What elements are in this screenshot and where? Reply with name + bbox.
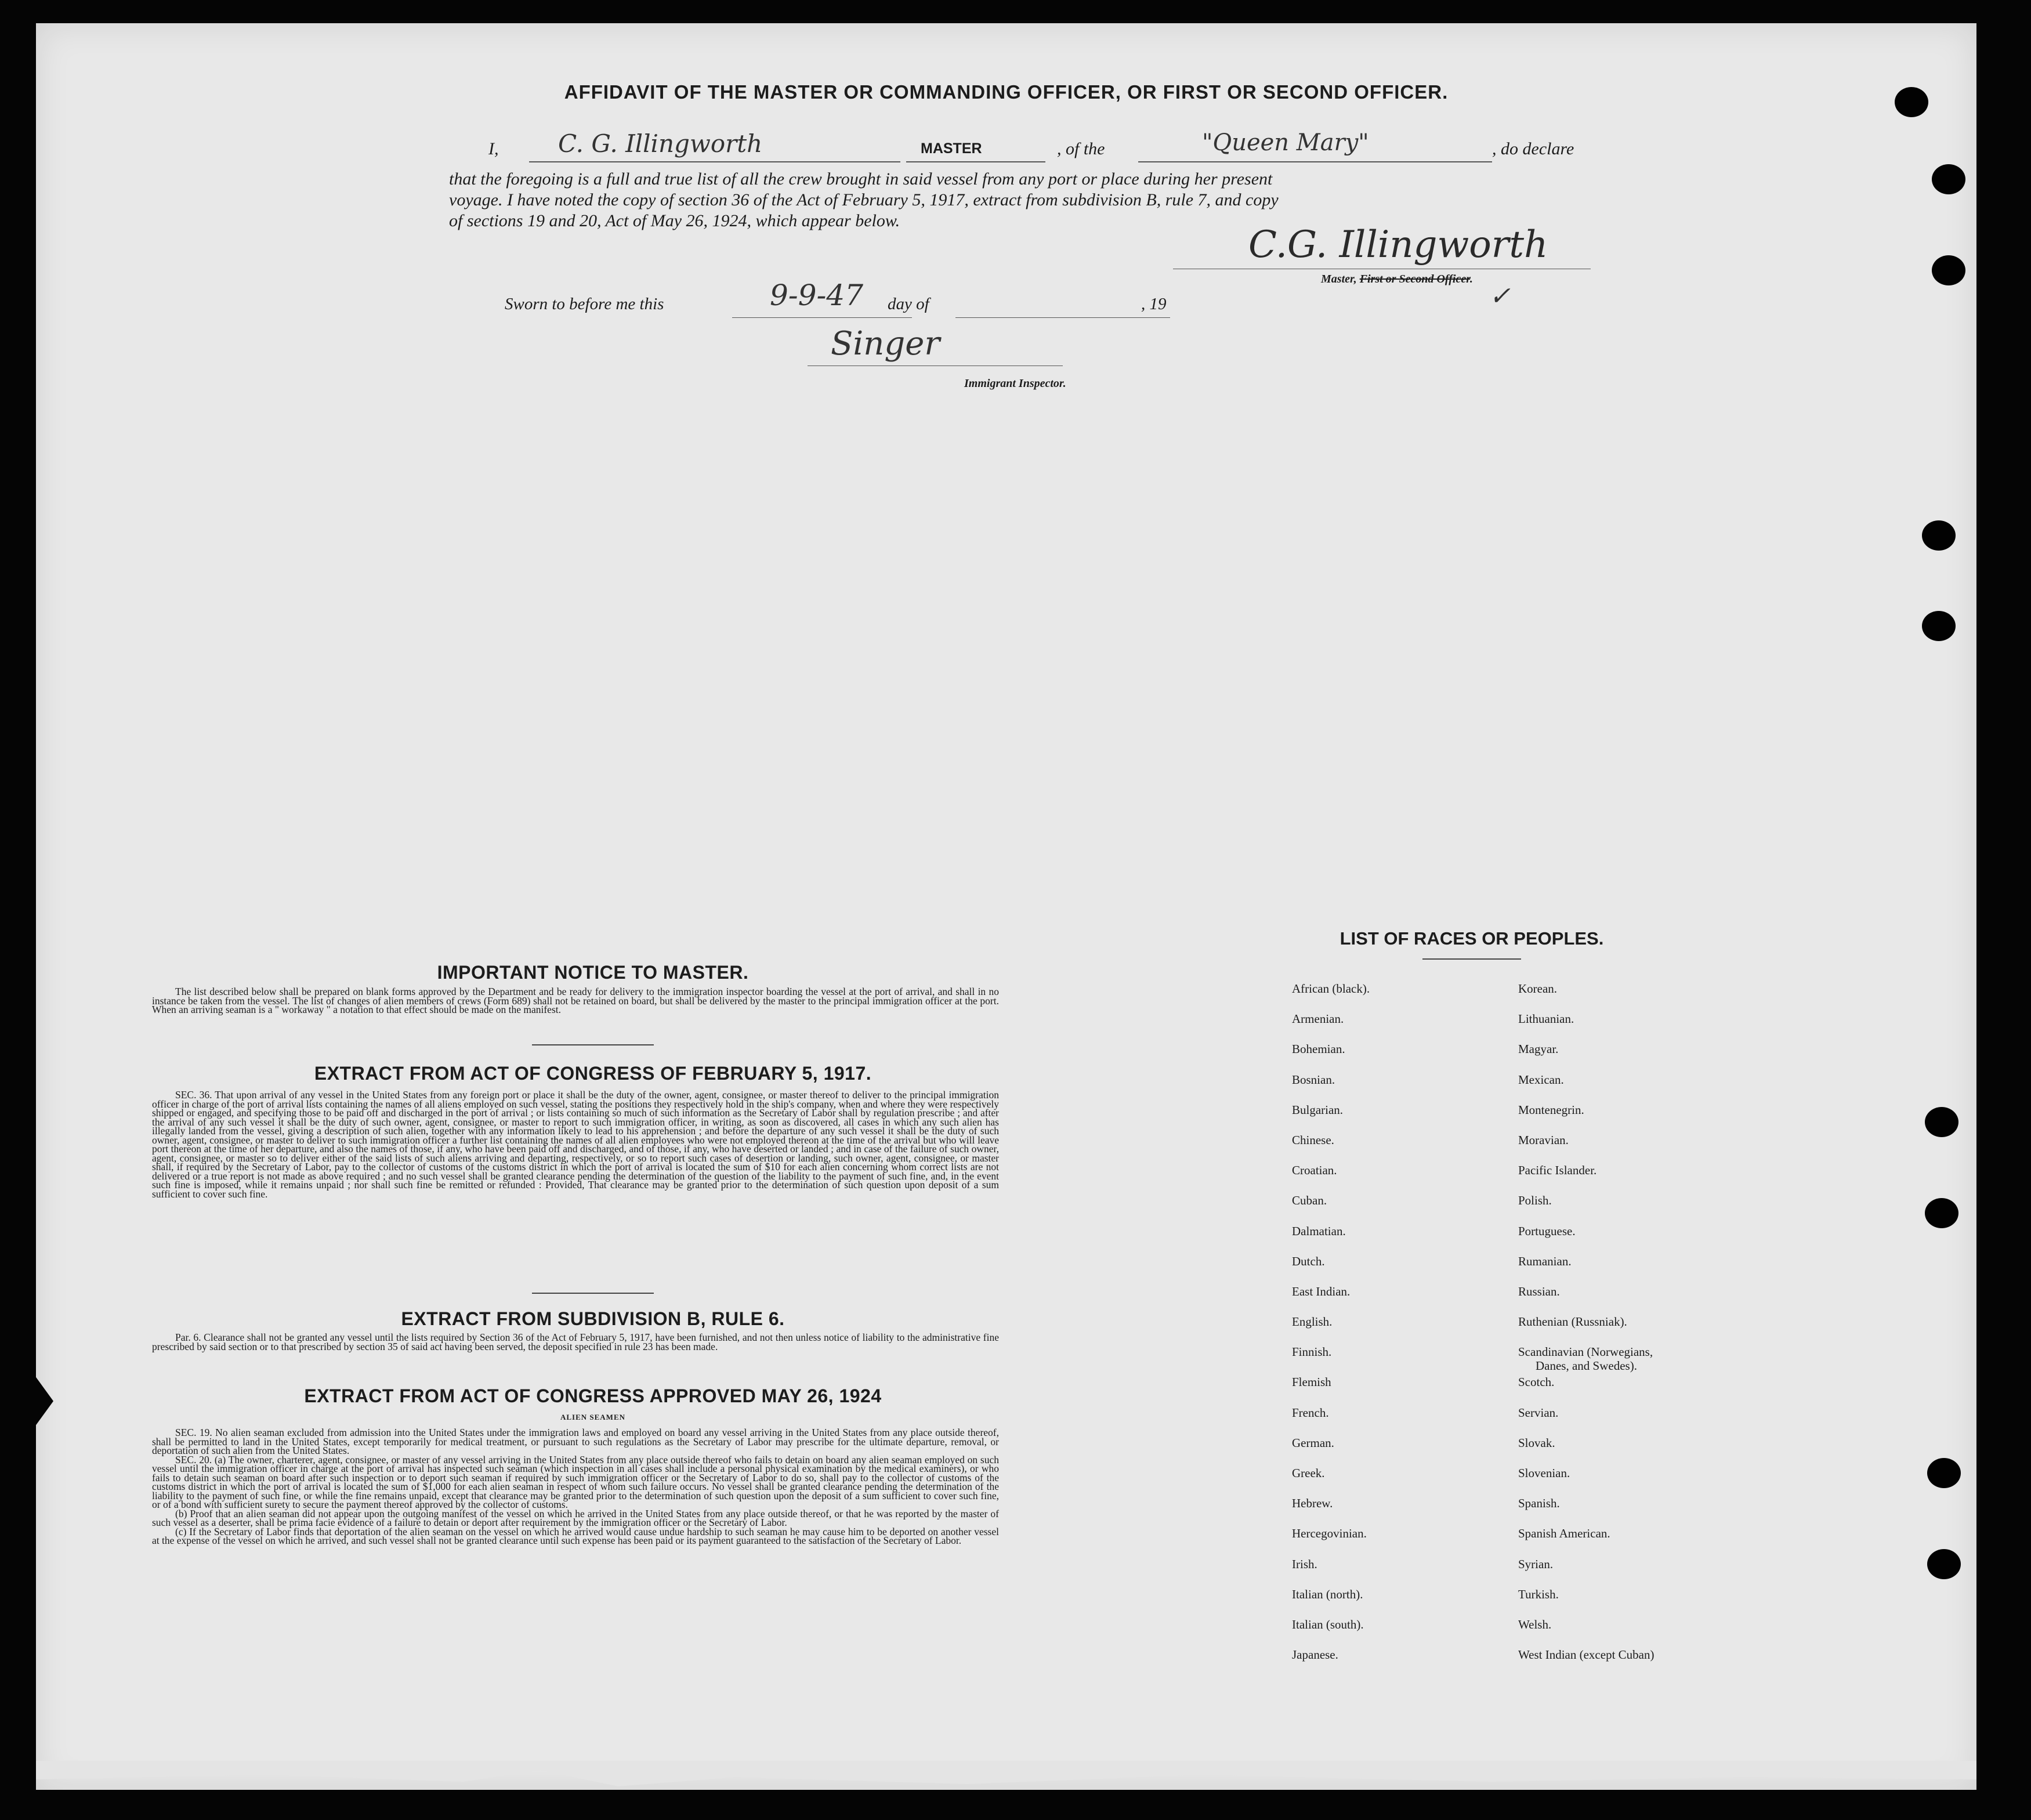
name-rule [529,161,900,162]
divider [532,1044,654,1045]
punch-hole [1927,1458,1961,1488]
race-right [1518,982,1557,996]
extract-1924-text [152,1428,999,1546]
race-right-text: Rumanian. [1518,1254,1572,1268]
affidavit-line-1 [488,139,499,159]
race-right-text: Slovenian. [1518,1466,1570,1480]
race-row [1292,1285,1756,1315]
extract-1917-text: SEC. 36. That upon arrival of any vessel in the United States from any foreign port or place it shall be the duty of the owner, agent, consignee, or master thereof to deliver to the principal immigration officer in charge of the port of arrival lists containing the names of all aliens employed on such vessel, stating the positions they respectively hold in the ship's company, when and where they were respectively shipped or engaged, and specifying those to be paid off and discharged in the port of arrival ; or lists containing so much of such information as the Secretary of Labor shall by regulation prescribe ; and after the arrival of any such vessel it shall be the duty of such owner, agent, consignee, or master to report to such immigration officer, in writing, as soon as discovered, all cases in which any such alien has illegally landed from the vessel, giving a description of such alien, together with any information likely to lead to his apprehension ; and before the departure of any such vessel it shall be the duty of such owner, agent, consignee, or master to deliver to such immigration officer a further list containing the names of all alien employees who were not employed thereon at the time of the arrival but who will leave port thereon at the time of her departure, and also the names of those, if any, who have been paid off and discharged, and of those, if any, who have deserted or landed ; and in case of the failure of such owner, agent, consignee, or master so to deliver either of the said lists of such aliens arriving and departing, respectively, or so to report such cases of desertion or landing, such owner, agent, consignee, or master shall, if required by the Secretary of Labor, pay to the collector of customs of the customs district in which the port of arrival is located the sum of $10 for each alien concerning whom correct lists are not delivered or a true report is not made as above required ; and no such vessel shall be granted clearance pending the determination of the question of the liability to the payment of such fine, and, in the event such fine is imposed, while it remains unpaid ; nor shall such fine be remitted or refunded : Provided, That clearance may be granted prior to the determination of such question upon deposit of a sum sufficient to cover such fine. [152,1089,999,1200]
race-right-text: Polish. [1518,1193,1552,1208]
race-right [1518,1073,1564,1087]
notice-title: IMPORTANT NOTICE TO MASTER. [437,962,749,983]
vessel-rule [1138,161,1492,162]
date-rule [732,317,912,318]
extract-1917-title: EXTRACT FROM ACT OF CONGRESS OF FEBRUARY 5, 1917. [314,1063,872,1084]
race-left: Hebrew. [1292,1496,1333,1511]
race-right-text: Pacific Islander. [1518,1163,1597,1178]
races-list [1292,982,1756,1678]
race-row [1292,1133,1756,1163]
race-left: Croatian. [1292,1163,1337,1178]
race-left: East Indian. [1292,1284,1351,1298]
master-rank: MASTER [921,140,982,157]
document-page [36,23,1976,1790]
check-mark: ✓ [1489,281,1511,311]
race-row [1292,1648,1756,1678]
punch-hole [1925,1198,1958,1228]
signature-caption: Master, First or Second Officer. [1321,273,1473,285]
sworn-prefix: Sworn to before me this [505,295,664,313]
race-row [1292,1375,1756,1405]
affidavit-line-3: voyage. I have noted the copy of section 36 of the Act of February 5, 1917, extract from subdivision B, rule 7, and copy [449,190,1279,209]
inspector-signature: Singer [831,325,940,363]
race-right-text: Ruthenian (Russniak). [1518,1315,1627,1329]
punch-hole [1922,611,1956,641]
rank-rule [906,161,1045,162]
day-of-text: day of [888,295,929,313]
extract-rule6-title: EXTRACT FROM SUBDIVISION B, RULE 6. [401,1308,785,1329]
punch-hole [1932,164,1965,194]
race-left: Irish. [1292,1557,1317,1571]
race-right-text: Slovak. [1518,1435,1555,1450]
notice-text: The list described below shall be prepared on blank forms approved by the Department and be ready for delivery to the immigration inspector boarding the vessel at the port of arrival, and shall in no instance be taken from the vessel. The list of changes of alien members of crews (Form 689) shall not be retained on board, but shall be delivered by the master to the principal immigration officer at the port. When an arriving seaman is a " workaway " a notation to that effect should be made on the manifest. [152,986,999,1015]
extract-rule6-text: Par. 6. Clearance shall not be granted any vessel until the lists required by Section 36 of the Act of February 5, 1917, have been furnished, and not then unless notice of liability to the administrative fine prescribed by said section or to that prescribed by section 35 of said act having been served, the deposit specified in rule 23 has been made. [152,1331,999,1352]
year-prefix: , 19 [1141,295,1167,313]
race-left: Japanese. [1292,1648,1338,1662]
race-row [1292,1073,1756,1103]
punch-hole [1922,520,1956,551]
divider [532,1293,654,1294]
race-row [1292,1103,1756,1133]
race-right-text: Scotch. [1518,1375,1555,1390]
master-name-handwritten: C. G. Illingworth [558,129,763,158]
race-right [1518,1042,1558,1056]
race-right-text: West Indian (except Cuban) [1518,1648,1655,1662]
races-divider [1422,958,1521,960]
race-right [1518,1012,1574,1026]
races-title: LIST OF RACES OR PEOPLES. [1339,928,1604,949]
race-left: English. [1292,1315,1333,1329]
race-row [1292,1496,1756,1526]
race-right [1518,1103,1584,1117]
edge-notch [30,1369,53,1433]
race-row [1292,1193,1756,1224]
sec-19: SEC. 19. No alien seaman excluded from admission into the United States under the immigration laws and employed on board any vessel arriving in the United States from any place outside thereof, shall be permitted to land in the United States, except temporarily for medical treatment, or pursuant to such regulations as the Secretary of Labor may prescribe for the ultimate departure, removal, or deportation of such alien from the United States. [152,1427,999,1456]
affidavit-prefix: I, [488,139,499,158]
race-right-text: Montenegrin. [1518,1102,1584,1117]
race-right-text: Welsh. [1518,1617,1552,1631]
race-row [1292,1345,1756,1375]
race-left: Armenian. [1292,1012,1344,1026]
race-row [1292,1587,1756,1618]
race-right [1518,1133,1569,1148]
race-left: Bosnian. [1292,1072,1335,1087]
of-the-text: , of the [1057,139,1105,158]
race-left: German. [1292,1435,1334,1450]
race-left: Hercegovinian. [1292,1526,1367,1541]
race-left: Dutch. [1292,1254,1325,1268]
affidavit-title: AFFIDAVIT OF THE MASTER OR COMMANDING OFFICER, OR FIRST OR SECOND OFFICER. [564,81,1449,103]
race-left: Bulgarian. [1292,1102,1344,1117]
inspector-caption: Immigrant Inspector. [964,377,1066,390]
do-declare-text: , do declare [1492,139,1574,158]
master-signature: C.G. Illingworth [1248,223,1548,266]
race-right [1518,1406,1558,1420]
race-right [1518,1587,1559,1602]
punch-hole [1895,87,1928,117]
race-right [1518,1285,1560,1299]
affidavit-line-4: of sections 19 and 20, Act of May 26, 1924, which appear below. [449,211,900,230]
race-right-text: Turkish. [1518,1587,1559,1601]
race-right [1518,1466,1570,1481]
torn-bottom-edge [36,1761,1976,1807]
race-right [1518,1254,1572,1269]
race-right [1518,1526,1610,1541]
sec-20b: (b) Proof that an alien seaman did not appear upon the outgoing manifest of the vessel on which he arrived in the United States from any place outside thereof, or that he was reported by the master of such vessel as a deserter, shall be prima facie evidence of a failure to detain or deport after requirement by the immigration officer or the Secretary of Labor. [152,1507,999,1528]
race-left: Italian (north). [1292,1587,1363,1601]
punch-hole [1925,1107,1958,1137]
sec-20a: SEC. 20. (a) The owner, charterer, agent, consignee, or master of any vessel arriving in the United States from any place outside thereof who fails to detain on board any alien seaman employed on such vessel until the immigration officer in charge at the port of arrival has inspected such seaman (which inspection in all cases shall include a personal physical examination by the medical examiners), or who fails to detain such seaman on board after such inspection or to deport such seaman if required by such immigration officer or the Secretary of Labor to do so, shall pay to the collector of customs of the customs district in which the port of arrival is located the sum of $1,000 for each alien seaman in respect of whom such failure occurs. No vessel shall be granted clearance pending the determination of the liability to the payment of such fine, or while the fine remains unpaid, except that clearance may be granted prior to the determination of such question upon the deposit of a sum sufficient to cover such fine, or of a bond with sufficient surety to secure the payment thereof approved by the collector of customs. [152,1453,999,1510]
extract-1924-subtitle: ALIEN SEAMEN [560,1413,626,1421]
affidavit-line-2: that the foregoing is a full and true list of all the crew brought in said vessel from any port or place during her present [449,169,1273,189]
race-left: French. [1292,1405,1329,1420]
race-left: Greek. [1292,1466,1325,1480]
punch-hole [1932,255,1965,285]
race-row [1292,982,1756,1012]
race-right [1518,1496,1560,1511]
race-left: Finnish. [1292,1345,1332,1359]
race-row [1292,1406,1756,1436]
race-right [1518,1163,1596,1178]
month-rule [955,317,1170,318]
race-right-text: Scandinavian (Norwegians, [1518,1345,1653,1359]
race-left: Bohemian. [1292,1042,1345,1056]
race-row [1292,1436,1756,1466]
race-right-text: Syrian. [1518,1557,1554,1571]
race-right-text: Magyar. [1518,1042,1559,1056]
race-right-text: Russian. [1518,1284,1560,1298]
race-left: Flemish [1292,1375,1331,1390]
race-row [1292,1526,1756,1557]
race-row [1292,1163,1756,1193]
race-left: Cuban. [1292,1193,1327,1208]
race-right [1518,1375,1554,1390]
race-row [1292,1557,1756,1587]
race-right-text: Lithuanian. [1518,1012,1574,1026]
race-row [1292,1012,1756,1042]
extract-1924-title: EXTRACT FROM ACT OF CONGRESS APPROVED MAY 26, 1924 [304,1385,882,1406]
sec-20c: (c) If the Secretary of Labor finds that deportation of the alien seaman on the vessel on which he arrived would cause undue hardship to such seaman he may cause him to be deported on another vessel at the expense of the vessel on which he arrived, and such vessel shall not be granted clearance until such expense has been paid or its payment guaranteed to the satisfaction of the Secretary of Labor. [152,1525,999,1546]
race-right-text: Spanish American. [1518,1526,1610,1541]
race-row [1292,1254,1756,1285]
race-right [1518,1315,1627,1329]
race-right [1518,1436,1555,1450]
race-right-sub: Danes, and Swedes). [1536,1359,1637,1373]
race-right [1518,1345,1653,1372]
race-right-text: Moravian. [1518,1132,1569,1147]
race-right [1518,1648,1654,1662]
race-row [1292,1466,1756,1496]
race-right-text: Portuguese. [1518,1224,1576,1238]
race-row [1292,1618,1756,1648]
sworn-date-handwritten: 9-9-47 [770,278,864,312]
vessel-name-handwritten: "Queen Mary" [1202,129,1369,156]
race-left: African (black). [1292,982,1370,996]
race-right [1518,1224,1576,1239]
race-right [1518,1557,1553,1572]
race-row [1292,1315,1756,1345]
race-row [1292,1224,1756,1254]
race-row [1292,1042,1756,1072]
punch-hole [1927,1549,1961,1579]
race-right-text: Mexican. [1518,1072,1564,1087]
race-right [1518,1193,1552,1208]
race-right-text: Korean. [1518,982,1558,996]
race-right-text: Servian. [1518,1405,1559,1420]
race-left: Chinese. [1292,1132,1334,1147]
race-left: Dalmatian. [1292,1224,1346,1238]
race-left: Italian (south). [1292,1617,1364,1631]
race-right-text: Spanish. [1518,1496,1560,1511]
race-right [1518,1618,1551,1632]
